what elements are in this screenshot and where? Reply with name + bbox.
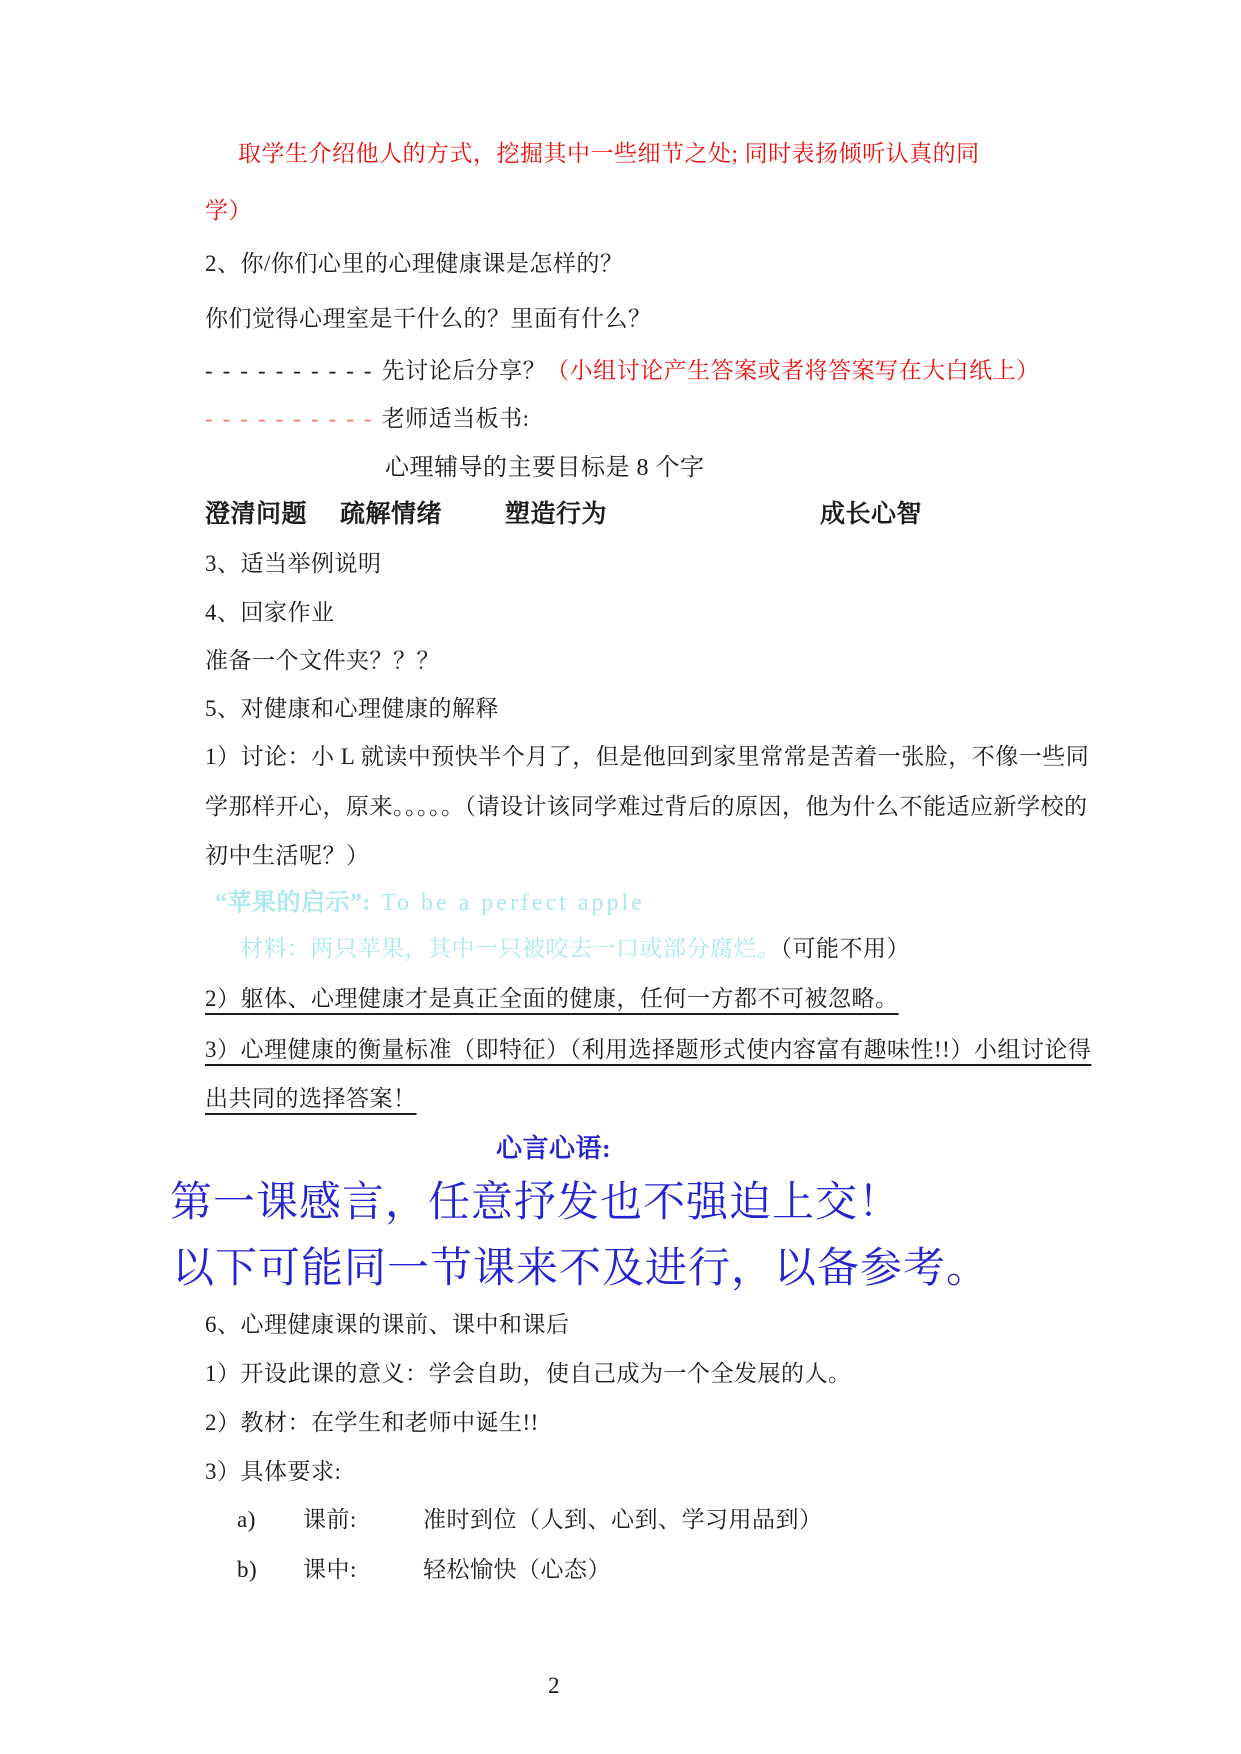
requirement-b-label: b) [237,1557,258,1582]
heart-title: 心言心语: [496,1134,612,1163]
apple-material-note: （可能不用） [780,936,910,961]
board-prompt: 老师适当板书: [381,406,530,431]
opening-note-line2: 学） [205,198,252,223]
question-2-sub: 你们觉得心理室是干什么的？里面有什么？ [205,306,652,331]
share-line [205,357,1040,386]
requirement-a-key: 课前: [303,1507,357,1532]
requirement-a [237,1506,823,1535]
board-dashes: ---------- [205,406,382,431]
share-prompt: 先讨论后分享？ [381,358,547,383]
item-6: 6、心理健康课的课前、课中和课后 [205,1312,570,1337]
goal-4: 成长心智 [820,501,923,528]
requirement-b [237,1556,611,1585]
requirement-a-label: a) [237,1507,256,1532]
page-number: 2 [548,1673,560,1698]
share-note: （小组讨论产生答案或者将答案写在大白纸上） [546,358,1040,383]
point-2: 2）躯体、心理健康才是真正全面的健康，任何一方都不可被忽略。 [205,986,899,1011]
blue-note-2: 以下可能同一节课来不及进行，以备参考。 [172,1246,990,1292]
apple-title-cn: “苹果的启示”: [215,890,371,916]
discussion-line3: 初中生活呢？） [205,843,370,868]
opening-note-line1: 取学生介绍他人的方式，挖掘其中一些细节之处; 同时表扬倾听认真的同 [238,141,980,166]
item-4: 4、回家作业 [205,600,335,625]
item-4-note: 准备一个文件夹？？？ [205,648,440,673]
item-6-sub1: 1）开设此课的意义：学会自助，使自己成为一个全发展的人。 [205,1361,852,1386]
apple-material-line [240,935,910,964]
apple-title-en: To be a perfect apple [381,890,645,916]
goal-3: 塑造行为 [505,501,608,528]
question-2: 2、你/你们心里的心理健康课是怎样的？ [205,251,624,276]
requirement-a-value: 准时到位（人到、心到、学习用品到） [423,1507,823,1532]
item-6-sub2: 2）教材：在学生和老师中诞生!! [205,1410,539,1435]
item-5: 5、对健康和心理健康的解释 [205,696,499,721]
item-3: 3、适当举例说明 [205,551,382,576]
goal-2: 疏解情绪 [340,501,443,528]
requirement-b-key: 课中: [303,1557,357,1582]
goal-1: 澄清问题 [205,501,308,528]
share-dashes: ---------- [205,358,382,383]
discussion-line1: 1）讨论：小 L 就读中预快半个月了，但是他回到家里常常是苦着一张脸，不像一些同 [205,744,1090,769]
apple-title [215,888,645,918]
requirement-b-value: 轻松愉快（心态） [423,1557,611,1582]
item-6-sub3: 3）具体要求: [205,1459,342,1484]
board-line [205,405,529,434]
point-3-line2: 出共同的选择答案！ [205,1086,417,1111]
discussion-line2: 学那样开心，原来。。。。。（请设计该同学难过背后的原因，他为什么不能适应新学校的 [205,794,1088,819]
blue-note-1: 第一课感言，任意抒发也不强迫上交！ [170,1180,902,1226]
apple-material: 材料：两只苹果，其中一只被咬去一口或部分腐烂。 [240,936,781,961]
point-3-line1: 3）心理健康的衡量标准（即特征）（利用选择题形式使内容富有趣味性!!）小组讨论得 [205,1037,1092,1062]
board-text: 心理辅导的主要目标是 8 个字 [385,455,705,481]
